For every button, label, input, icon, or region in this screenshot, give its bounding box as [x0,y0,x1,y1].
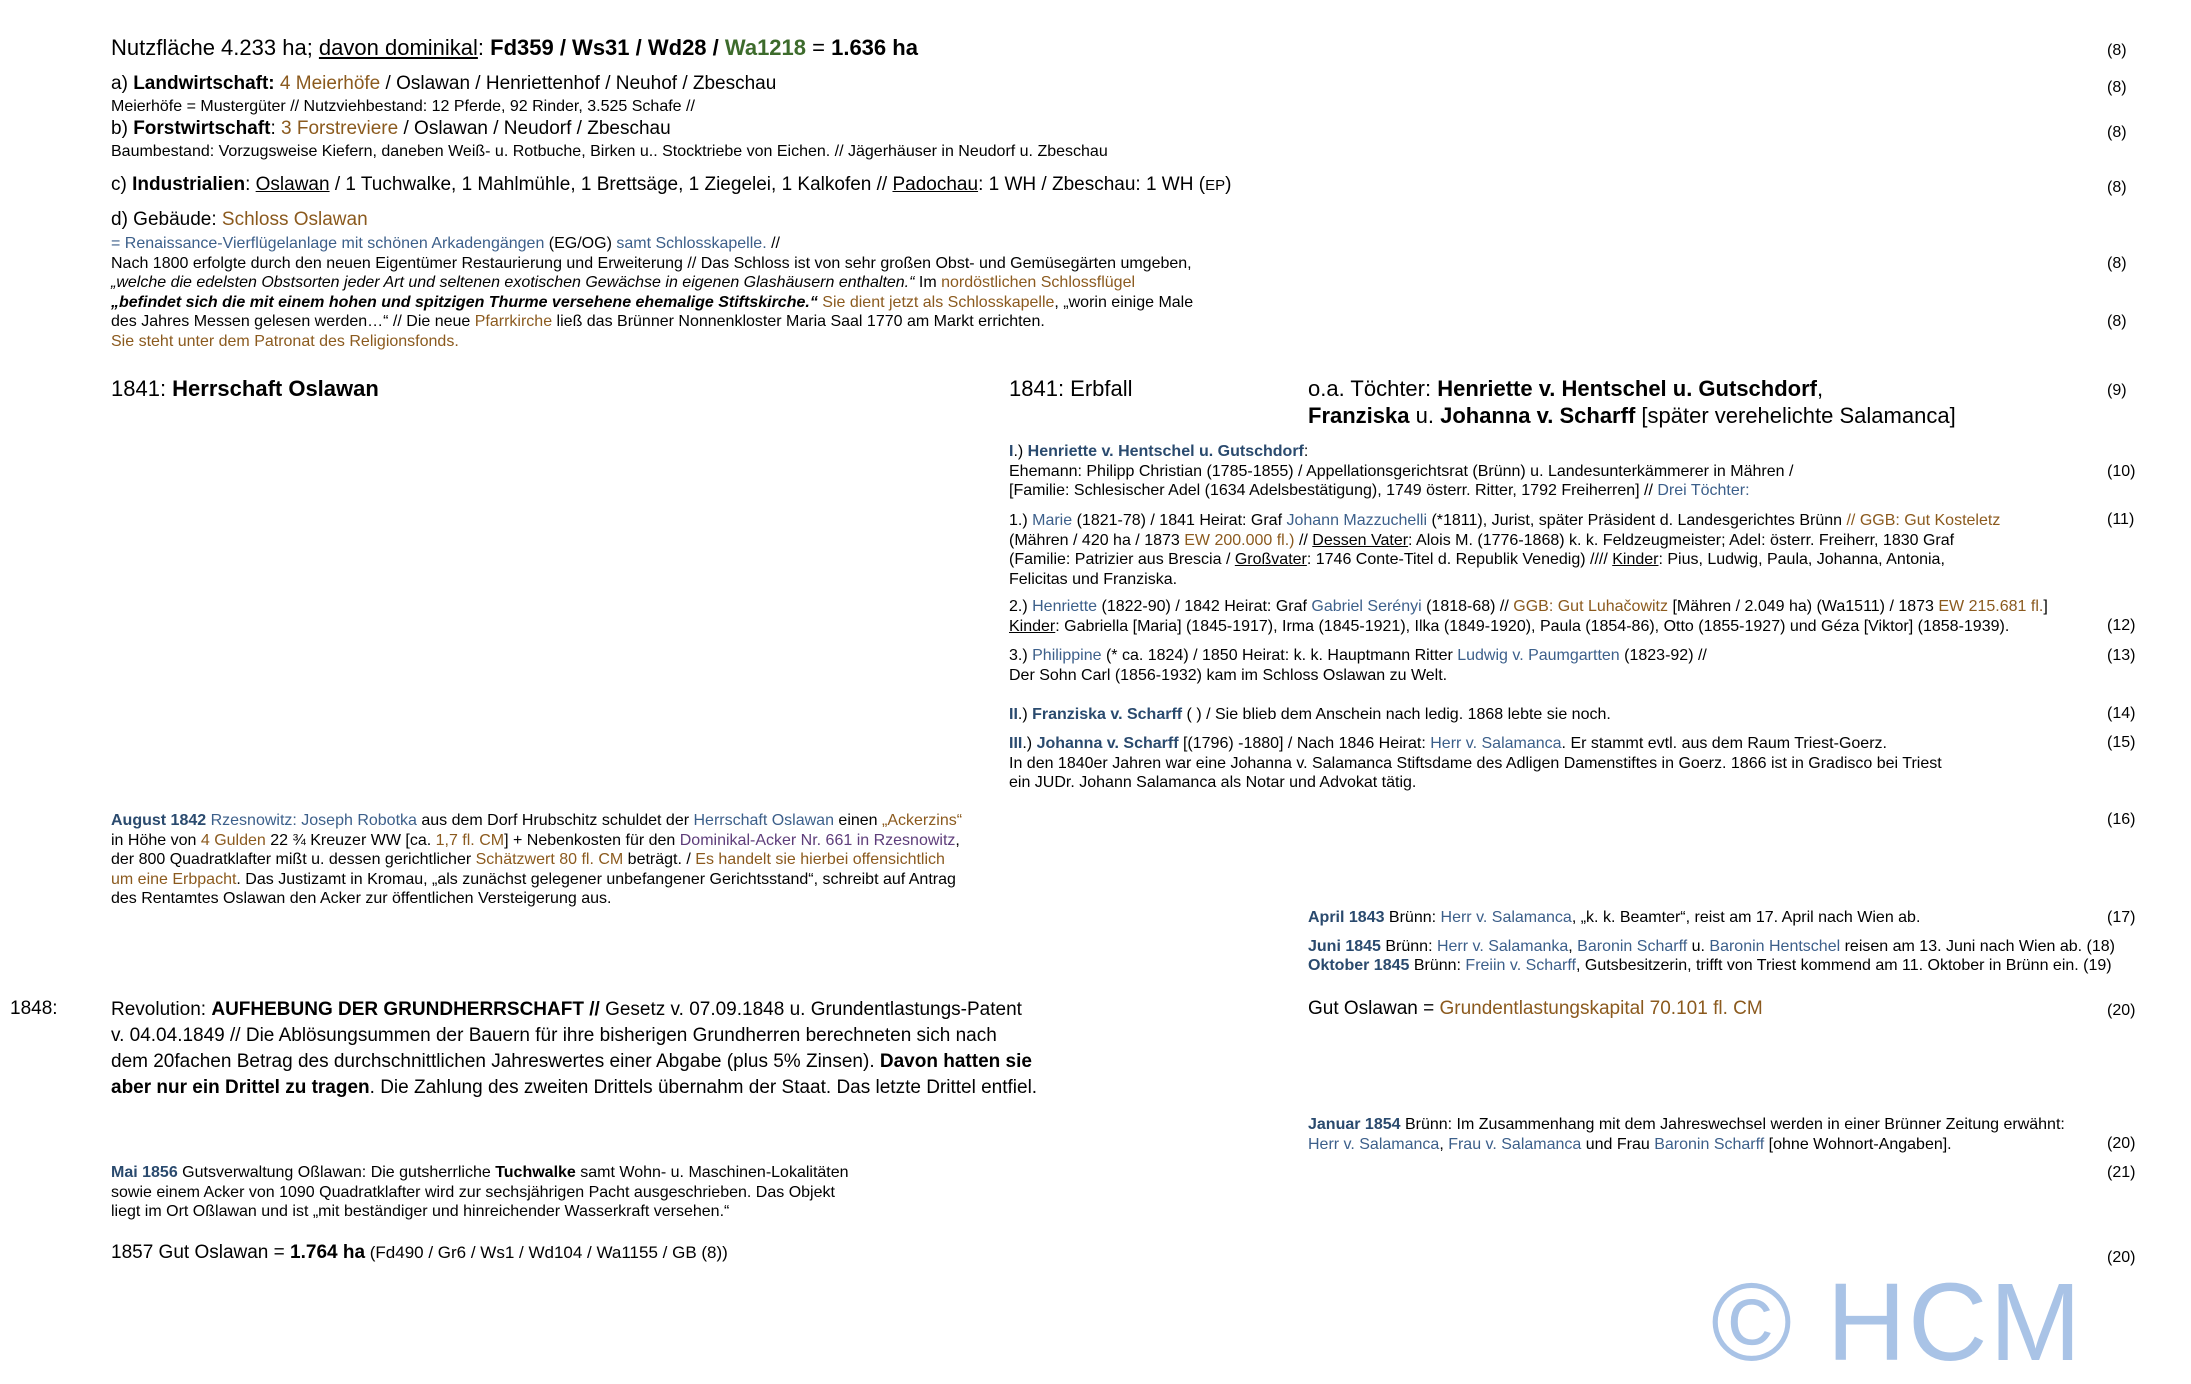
text: beträgt. / [623,851,696,868]
ref-17: (17) [2107,909,2136,926]
gulden: 4 Gulden [200,831,266,849]
heir-2-block [1009,705,1611,725]
ref-16: (16) [2107,811,2136,828]
schloss-oslawan: Schloss Oslawan [221,209,368,230]
ref-8: (8) [2107,179,2127,196]
apr-1843-line [1308,908,1920,928]
sep: .) [1013,443,1028,460]
text: 22 ¾ Kreuzer WW [ca. [265,831,436,849]
baronin-scharff: Baronin Scharff [1577,938,1688,955]
hcm-watermark: © HCM [1711,1261,2084,1384]
three-daughters: Drei Töchter: [1657,482,1750,499]
forestry-heading: Forstwirtschaft [133,118,271,139]
text: einen [833,812,883,829]
son-carl: Der Sohn Carl (1856-1932) kam im Schloss Oslawan zu Welt. [1009,666,1448,684]
salamanca: Herr v. Salamanca [1430,735,1562,752]
daughter-1-block [1009,511,2000,589]
buildings-heading: d) Gebäude: [111,209,222,230]
notar-note: ein JUDr. Johann Salamanca als Notar und Advokat tätig. [1009,774,1417,791]
text: 1857 Gut Oslawan = [111,1242,291,1263]
ref-8: (8) [2107,42,2127,59]
ep-abbr: EP [1205,177,1226,194]
baronin-scharff: Baronin Scharff [1654,1135,1765,1153]
franziska-name: Franziska [1308,403,1410,428]
text: Gesetz v. 07.09.1848 u. Grundentlastungs-Patent [599,999,1022,1020]
ref-13: (13) [2107,647,2136,664]
henriette-name: Henriette v. Hentschel u. Gutschdorf [1437,376,1817,401]
grundentlastungskapital: Grundentlastungskapital 70.101 fl. CM [1439,998,1763,1019]
stiftsdame-note: In den 1840er Jahren war eine Johanna v. Salamanca Stiftsdame des Adligen Damenstiftes in Goerz. 1866 ist in Gradisco bei Triest [1009,754,1942,772]
salamanca: Herr v. Salamanca [1440,909,1572,926]
ref-21: (21) [2107,1164,2136,1181]
father-note: : Alois M. (1776-1868) k. k. Feldzeugmeister; Adel: österr. Freiherr, 1830 Graf [1408,531,1955,549]
salamanka: Herr v. Salamanka [1436,938,1569,955]
marriage: (1822-90) / 1842 Heirat: Graf [1097,598,1312,615]
text: , „k. k. Beamter“, reist am 17. April nach Wien ab. [1571,909,1921,926]
tuchwalke: Tuchwalke [495,1164,576,1181]
agriculture-line [111,72,776,96]
y1857-line [111,1241,728,1265]
text: und Frau [1581,1135,1655,1153]
mass-quote-end: des Jahres Messen gelesen werden…“ // Die neue [111,313,475,330]
num: 1.) [1009,512,1033,529]
grossvater: Großvater [1234,551,1307,568]
text: Brünn: [1380,938,1437,955]
padochau-place: Padochau [892,174,979,195]
floors: (EG/OG) [544,235,617,252]
sep: : [1303,443,1309,460]
garden-quote: „welche die edelsten Obstsorten jeder Art und seltenen exotischen Gewächse in eigenen Glashäusern enthalten.“ [111,274,915,291]
patronage-note: Sie steht unter dem Patronat des Religionsfonds. [111,332,459,350]
salamanca-note: [später verehelichte Salamanca] [1635,403,1956,428]
revolution-block [111,997,1037,1101]
wing-note: nordöstlichen Schlossflügel [941,274,1136,291]
ggb-luhacowitz: GGB: Gut Luhačowitz [1513,598,1668,615]
dessen-vater: Dessen Vater [1312,531,1409,549]
text: sowie einem Acker von 1090 Quadratklafter wird zur sechsjährigen Pacht ausgeschrieben. Das Objekt [111,1183,835,1201]
industry-heading: Industrialien [132,174,246,195]
heir-2-name: Franziska v. Scharff [1032,706,1183,723]
area-text: Nutzfläche 4.233 ha; [111,35,319,60]
dominical-codes: Fd359 / Ws31 / Wd28 / [490,35,725,60]
text: Revolution: [111,999,212,1020]
jurist-note: (*1811), Jurist, später Präsident d. Landesgerichtes Brünn [1427,512,1847,529]
text: . Die Zahlung des zweiten Drittels übernahm der Staat. Das letzte Drittel entfiel. [369,1077,1038,1098]
serenyi: Gabriel Serényi [1311,598,1422,615]
heir-3-name: Johanna v. Scharff [1036,735,1179,752]
years: (1823-92) // [1619,647,1707,664]
oslawan-place: Oslawan [255,174,330,195]
cm-value: 1,7 fl. CM [435,831,505,849]
robotka: Rzesnowitz: Joseph Robotka [206,812,417,829]
family-brescia: (Familie: Patrizier aus Brescia / [1009,551,1235,568]
ew-value: EW 200.000 fl.) [1184,531,1295,549]
sep: // [766,235,780,252]
sep: : [270,118,281,139]
aug-1842-date: August 1842 [111,812,207,829]
roman-3: III [1009,735,1023,752]
mai-1856-block [111,1163,849,1222]
year-1841: 1841: [111,376,173,401]
size: (Mähren / 420 ha / 1873 [1009,531,1185,549]
sep: .) [1017,706,1033,723]
johanna-name: Johanna v. Scharff [1440,403,1636,428]
sep: .) [1022,735,1037,752]
ref-11: (11) [2107,511,2135,528]
industry-line [111,173,1231,198]
heir-1-name: Henriette v. Hentschel u. Gutschdorf [1027,443,1304,460]
sep: : [477,35,491,60]
versteigerung: des Rentamtes Oslawan den Acker zur öffentlichen Versteigerung aus. [111,890,612,907]
ref-12: (12) [2107,617,2136,634]
frau-salamanca: Frau v. Salamanca [1448,1135,1582,1153]
daughters-label: o.a. Töchter: [1308,376,1438,401]
years: (1818-68) // [1421,598,1514,615]
daughter-2-block [1009,597,2048,636]
herrschaft: Herrschaft Oslawan [693,812,834,829]
buildings-note [111,234,1193,351]
text: v. 04.04.1849 // Die Ablösungsummen der Bauern für ihre bisherigen Grundherren berechneten sich nach [111,1025,997,1046]
text: der 800 Quadratklafter mißt u. dessen gerichtlicher [111,851,476,868]
forestry-line [111,117,671,141]
sep: u. [1409,403,1441,428]
aug-1842-block [111,811,962,909]
family-note: [Familie: Schlesischer Adel (1634 Adelsbestätigung), 1749 österr. Ritter, 1792 Freiherren] // [1009,482,1658,499]
mai-1856-date: Mai 1856 [111,1164,178,1181]
sep: , [1439,1135,1449,1153]
daughters-heading [1308,375,1956,429]
children: : Pius, Ludwig, Paula, Johanna, Antonia, [1658,551,1945,568]
jan-1854-date: Januar 1854 [1308,1116,1401,1133]
sep: // [1294,531,1313,549]
text: Brünn: [1384,909,1441,926]
dominical-total: 1.636 ha [831,35,918,60]
okt-1845-date: Oktober 1845 [1308,957,1410,974]
children-cont: Felicitas und Franziska. [1009,570,1178,588]
text: Gutsverwaltung Oßlawan: Die gutsherrliche [177,1164,496,1181]
okt-1845-line [1308,956,2112,976]
sep: ] [2043,598,2048,615]
buildings-line [111,208,368,232]
marriage: (1821-78) / 1841 Heirat: Graf [1072,512,1287,529]
drittel: Davon hatten sie [879,1051,1032,1072]
henriette: Henriette [1032,598,1098,615]
ref-8: (8) [2107,255,2127,272]
ref-15: (15) [2107,734,2136,751]
erbpacht: um eine Erbpacht [111,870,237,888]
text: in Höhe von [111,831,201,849]
freiin-scharff: Freiin v. Scharff [1465,957,1576,974]
year-1848: 1848: [10,998,58,1019]
restoration-note: Nach 1800 erfolgte durch den neuen Eigentümer Restaurierung und Erweiterung // Das Schloss ist von sehr großen Obst- und Gemüsegärten umgeben, [111,254,1192,272]
sep: Im [914,274,942,291]
ref-9: (9) [2107,382,2127,399]
mass-quote: , „worin einige Male [1054,293,1194,311]
heir-1-block [1009,442,1793,501]
renaissance-note: = Renaissance-Vierflügelanlage mit schönen Arkadengängen [111,235,545,252]
zbeschau-info: : 1 WH / Zbeschau: 1 WH ( [978,174,1206,195]
jan-1854-block [1308,1115,2065,1154]
forstreviere: 3 Forstreviere [281,118,399,139]
text: , Gutsbesitzerin, trifft von Triest kommend am 11. Oktober in Brünn ein. (19) [1575,957,2112,974]
marie: Marie [1032,512,1073,529]
jun-1845-line [1308,937,2115,957]
agriculture-note: Meierhöfe = Mustergüter // Nutzviehbestand: 12 Pferde, 92 Rinder, 3.525 Schafe // [111,98,695,115]
church-note: ließ das Brünner Nonnenkloster Maria Saal 1770 am Markt errichten. [552,313,1045,330]
philippine: Philippine [1032,647,1102,664]
chapel-note: samt Schlosskapelle. [616,235,767,252]
daughter-3-block [1009,646,1707,685]
total-1857: 1.764 ha [290,1242,366,1263]
ref-8: (8) [2107,79,2127,96]
ew-value: EW 215.681 fl. [1938,598,2044,615]
industry-list: / 1 Tuchwalke, 1 Mahlmühle, 1 Brettsäge, 1 Ziegelei, 1 Kalkofen // [329,174,893,195]
kinder-label: Kinder [1009,617,1056,635]
agriculture-heading: Landwirtschaft: [133,73,275,94]
roman-2: II [1009,706,1018,723]
aufhebung: AUFHEBUNG DER GRUNDHERRSCHAFT // [211,999,600,1020]
schaetzwert: Schätzwert 80 fl. CM [475,851,624,868]
text: liegt im Ort Oßlawan und ist „mit beständiger und hinreichender Wasserkraft versehen.“ [111,1203,730,1220]
label-c: c) [111,174,133,195]
church-quote: „befindet sich die mit einem hohen und spitzigen Thurme versehene ehemalige Stiftskirche.“ [111,293,818,311]
sep: : [245,174,256,195]
ggb-kosteletz: // GGB: Gut Kosteletz [1846,512,2001,529]
origin: . Er stammt evtl. aus dem Raum Triest-Goerz. [1561,735,1887,752]
erbfall-heading: 1841: Erbfall [1009,376,1133,401]
forest-code: Wa1218 [724,35,807,60]
jun-1845-date: Juni 1845 [1308,938,1381,955]
agriculture-places: / Oslawan / Henriettenhof / Neuhof / Zbeschau [380,73,777,94]
erbpacht-note: Es handelt sie hierbei offensichtlich [695,851,945,868]
ref-8: (8) [2107,124,2127,141]
sep: u. [1687,938,1710,955]
paumgartten: Ludwig v. Paumgartten [1457,647,1620,664]
forestry-note: Baumbestand: Vorzugsweise Kiefern, daneben Weiß- u. Rotbuche, Birken u.. Stocktriebe von Eichen. // Jägerhäuser in Neudorf u. Zbeschau [111,143,1108,160]
ref-10: (10) [2107,463,2136,480]
herrschaft-heading [111,375,379,402]
ref-20: (20) [2107,1249,2136,1266]
meierhofe: 4 Meierhöfe [274,73,381,94]
text: . Das Justizamt in Kromau, „als zunächst gelegener unbefangener Gerichtsstand“, schreibt auf Antrag [236,870,956,888]
sep: , [955,831,960,849]
herrschaft-oslawan: Herrschaft Oslawan [172,376,379,401]
text: samt Wohn- u. Maschinen-Lokalitäten [575,1164,849,1181]
marriage: (* ca. 1824) / 1850 Heirat: k. k. Hauptmann Ritter [1101,647,1458,664]
ref-8: (8) [2107,313,2127,330]
area-summary [111,34,918,61]
text: ] + Nebenkosten für den [504,831,680,849]
heir-2-note: ( ) / Sie blieb dem Anschein nach ledig. 1868 lebte sie noch. [1182,706,1611,723]
conte-note: : 1746 Conte-Titel d. Republik Venedig) //// [1306,551,1613,568]
ackerzins: „Ackerzins“ [882,812,963,829]
codes-1857: (Fd490 / Gr6 / Ws1 / Wd104 / Wa1155 / GB (8)) [365,1243,728,1262]
text: Gut Oslawan = [1308,998,1440,1019]
text: dem 20fachen Betrag des durchschnittlichen Jahreswertes einer Abgabe (plus 5% Zinsen). [111,1051,880,1072]
herr-salamanca: Herr v. Salamanca [1308,1135,1440,1153]
dominical-label: davon dominikal [318,35,478,60]
parish-church: Pfarrkirche [474,313,553,330]
ref-20: (20) [2107,1002,2136,1019]
sep: , [1568,938,1578,955]
dominikal-acker: Dominikal-Acker Nr. 661 in Rzesnowitz [679,831,956,849]
label-b: b) [111,118,134,139]
ref-14: (14) [2107,705,2136,722]
equals: = [806,35,832,60]
husband-note: Ehemann: Philipp Christian (1785-1855) / Appellationsgerichtsrat (Brünn) u. Landesunterkämmerer in Mähren / [1009,462,1794,480]
text: reisen am 13. Juni nach Wien ab. (18) [1840,938,2115,955]
roman-1: I [1009,443,1014,460]
grundentlastung-line [1308,997,1763,1021]
kinder-label: Kinder [1612,551,1659,568]
chapel-use: Sie dient jetzt als Schlosskapelle [817,293,1055,311]
text: Brünn: Im Zusammenhang mit dem Jahreswechsel werden in einer Brünner Zeitung erwähnt: [1400,1116,2065,1133]
label-a: a) [111,73,134,94]
num: 2.) [1009,598,1033,615]
drittel: aber nur ein Drittel zu tragen [111,1077,370,1098]
size: [Mähren / 2.049 ha) (Wa1511) / 1873 [1668,598,1939,615]
text: aus dem Dorf Hrubschitz schuldet der [416,812,694,829]
text: Brünn: [1409,957,1466,974]
apr-1843-date: April 1843 [1308,909,1385,926]
children: : Gabriella [Maria] (1845-1917), Irma (1845-1921), Ilka (1849-1920), Paula (1854-86), Otto (1855-1927) und Géza [Viktor] (1858-1939). [1055,617,2010,635]
forestry-places: / Oslawan / Neudorf / Zbeschau [398,118,671,139]
mazzuchelli: Johann Mazzuchelli [1286,512,1427,529]
text: [ohne Wohnort-Angaben]. [1764,1135,1952,1153]
heir-3-block [1009,734,1942,793]
num: 3.) [1009,647,1033,664]
sep: , [1817,376,1824,401]
marriage: [(1796) -1880] / Nach 1846 Heirat: [1178,735,1431,752]
ref-20: (20) [2107,1135,2136,1152]
baronin-hentschel: Baronin Hentschel [1709,938,1841,955]
close-paren: ) [1225,174,1232,195]
